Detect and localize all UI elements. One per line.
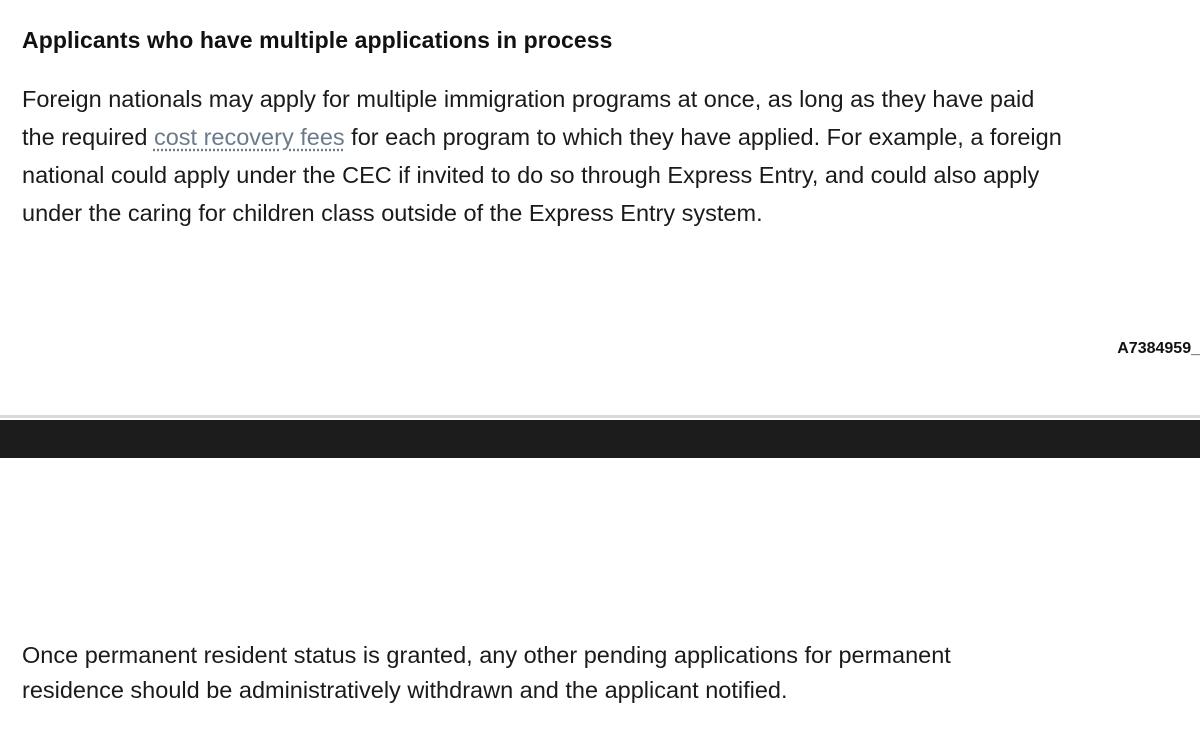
cost-recovery-fees-link[interactable]: cost recovery fees (153, 124, 345, 150)
section-heading: Applicants who have multiple applications in process (22, 27, 613, 53)
closing-paragraph (22, 638, 1182, 708)
closing-line-1: Once permanent resident status is granted, any other pending applications for permanent (22, 642, 951, 668)
document-id: A7384959_ (1117, 340, 1200, 357)
paragraph-line-2 (22, 118, 1182, 156)
paragraph-line-3: national could apply under the CEC if invited to do so through Express Entry, and could also apply (22, 162, 1040, 188)
page-divider (0, 415, 1200, 418)
page-separator-band (0, 420, 1200, 458)
document-excerpt-bottom (0, 458, 1200, 730)
paragraph-line-1: Foreign nationals may apply for multiple immigration programs at once, as long as they have paid (22, 86, 1035, 112)
closing-line-2: residence should be administratively withdrawn and the applicant notified. (22, 677, 788, 703)
paragraph-line-4: under the caring for children class outside of the Express Entry system. (22, 200, 763, 226)
paragraph-line-2-prefix: the required (22, 124, 154, 150)
paragraph-line-2-suffix: for each program to which they have applied. For example, a foreign (344, 124, 1062, 150)
body-paragraph (22, 80, 1182, 232)
